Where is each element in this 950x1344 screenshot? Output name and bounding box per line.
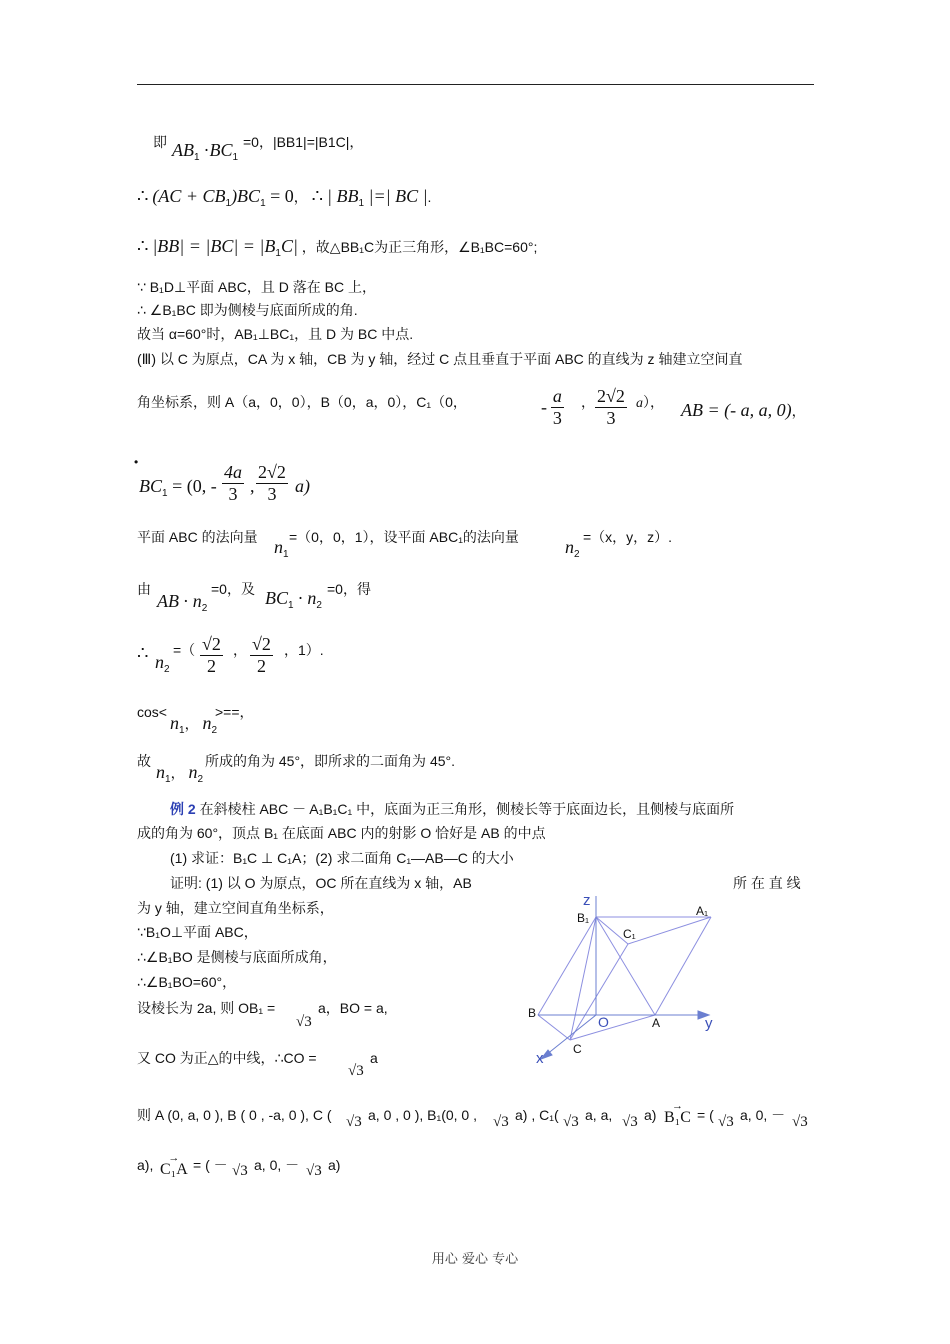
text: ， <box>170 765 185 781</box>
vector-n1: n <box>156 762 165 782</box>
math: )BC <box>231 186 261 206</box>
n2-symbol <box>565 537 580 565</box>
subscript: 2 <box>574 549 580 560</box>
n1-n2 <box>170 713 217 741</box>
subscript: 1 <box>225 198 232 209</box>
denominator: 2 <box>206 656 216 676</box>
coords-line-a: 则 A (0, a, 0 ), B ( 0 , -a, 0 ), C ( <box>137 1107 332 1123</box>
proof-line-7b: a <box>370 1050 378 1066</box>
subscript: 1 <box>162 488 168 499</box>
dot-operator: · <box>203 140 210 160</box>
numerator: a <box>552 386 562 406</box>
line-1-expr <box>172 140 238 168</box>
math: |BB| = |BC| = |B <box>152 236 276 256</box>
example-2-line-3: (1) 求证：B₁C ⊥ C₁A；(2) 求二面角 C₁—AB—C 的大小 <box>170 850 514 866</box>
sqrt3: √3 <box>296 1014 312 1030</box>
label-a: A <box>652 1016 661 1030</box>
edge-b1-b <box>538 917 596 1015</box>
sqrt3: √3 <box>563 1114 579 1130</box>
denominator: 2 <box>256 656 266 676</box>
denominator: 3 <box>228 484 238 504</box>
line-14b: 所成的角为 45°，即所求的二面角为 45°. <box>205 753 456 769</box>
page-footer: 用心 爱心 专心 <box>431 1252 519 1267</box>
proof-line-4: ∴∠B₁BO 是侧棱与底面所成角， <box>137 949 337 965</box>
fraction-2sqrt2-3 <box>595 386 627 429</box>
vector-n1: n <box>170 713 179 733</box>
text: ）， <box>643 394 664 410</box>
line-14: 故 <box>137 753 151 769</box>
vector-label: B₁C <box>664 1109 691 1126</box>
sqrt3: √3 <box>232 1163 248 1179</box>
subscript: 1 <box>283 549 289 560</box>
label-z: z <box>583 892 591 909</box>
text: 即 <box>153 134 167 150</box>
vector-ab: AB <box>157 591 179 611</box>
denominator: 3 <box>552 408 562 428</box>
subscript: 1 <box>358 198 365 209</box>
sqrt3: √3 <box>306 1163 322 1179</box>
text: ， <box>791 403 806 419</box>
therefore-symbol: ∴ <box>137 186 149 206</box>
subscript: 1 <box>194 152 200 163</box>
line-5: ∴ ∠B₁BC 即为侧棱与底面所成的角. <box>137 302 358 318</box>
coords-line2-b: = ( － <box>193 1157 228 1173</box>
n1-symbol <box>274 537 289 565</box>
vector-c1a <box>160 1152 188 1176</box>
arrow-icon: → <box>671 1100 683 1112</box>
edge-a1-c1 <box>628 917 711 944</box>
vector-bc1: BC <box>139 476 163 496</box>
bullet: • <box>134 455 139 469</box>
example-2-line-2: 成的角为 60°，顶点 B₁ 在底面 ABC 内的射影 O 恰好是 AB 的中点 <box>137 825 546 841</box>
numerator: √2 <box>202 634 221 654</box>
fraction-sqrt2-2 <box>200 634 223 677</box>
line-4: ∵ B₁D⊥平面 ABC，且 D 落在 BC 上， <box>137 279 376 295</box>
vector-n2: n <box>307 588 317 608</box>
math: |=| BC | <box>364 186 428 206</box>
denominator: 3 <box>606 408 616 428</box>
n2-symbol <box>155 652 170 680</box>
fraction <box>551 386 564 429</box>
tail: ，1）. <box>284 642 324 658</box>
proof-line-7: 又 CO 为正△的中线，∴CO = <box>137 1050 317 1066</box>
sqrt3: √3 <box>493 1114 509 1130</box>
line-13b: >==， <box>215 704 254 720</box>
fraction <box>200 634 223 677</box>
text: 角坐标系，则 A（a，0，0），B（0，a，0），C₁（0， <box>137 394 467 410</box>
coords-line2-d: a) <box>328 1157 341 1173</box>
label-b1: B₁ <box>577 911 590 925</box>
comma: , <box>250 476 255 496</box>
label-b: B <box>528 1006 537 1020</box>
math: a <box>636 396 643 411</box>
proof-line-2: 为 y 轴，建立空间直角坐标系， <box>137 900 334 916</box>
line-6: 故当 α=60°时，AB₁⊥BC₁，且 D 为 BC 中点. <box>137 326 414 342</box>
header-rule <box>137 84 814 85</box>
coords-line-c: a) , C₁( <box>515 1107 559 1123</box>
text: . <box>427 189 432 205</box>
subscript: 1 <box>232 152 239 163</box>
text: 平面 ABC 的法向量 <box>137 529 258 545</box>
dot-operator: · <box>182 591 189 611</box>
vector-label: C₁A <box>160 1161 188 1178</box>
text: 设棱长为 2a, 则 OB₁ = <box>137 1000 276 1016</box>
vector-b1c <box>664 1100 691 1124</box>
math: | BB <box>327 186 359 206</box>
eq: =（ <box>173 642 196 658</box>
fraction-neg-a-3 <box>541 386 564 429</box>
minus: - <box>541 397 547 417</box>
subscript: 1 <box>260 198 266 209</box>
arrow-icon: → <box>168 1152 180 1164</box>
numerator: √2 <box>252 634 271 654</box>
line-11b: =0，及 <box>211 581 255 597</box>
text: 在斜棱柱 ABC － A₁B₁C₁ 中，底面为正三角形，侧棱长等于底面边长，且侧棱与底面所 <box>195 801 735 817</box>
dot-operator: · <box>297 588 304 608</box>
vector-ab1: AB <box>172 140 194 160</box>
coords-line2-a: a), <box>137 1157 154 1173</box>
line-10 <box>137 527 258 547</box>
vector-n2: n <box>565 537 574 557</box>
edge-b1-c <box>570 917 596 1040</box>
vector-n2: n <box>192 591 202 611</box>
fraction-2sqrt2-3b <box>256 462 288 505</box>
subscript: 2 <box>201 603 208 614</box>
text: ，故△BB₁C为正三角形，∠B₁BC=60°; <box>301 239 538 255</box>
proof-line-3: ∵B₁O⊥平面 ABC， <box>137 924 258 940</box>
math: (AC + CB <box>152 186 226 206</box>
line-3 <box>137 236 537 264</box>
subscript: 2 <box>211 725 218 736</box>
proof-line-1a: 证明: (1) 以 O 为原点，OC 所在直线为 x 轴，AB <box>170 875 472 891</box>
proof-line-6 <box>137 998 275 1018</box>
therefore-symbol: ∴ <box>137 236 149 256</box>
line-11c: =0，得 <box>327 581 371 597</box>
coords-line-b: a, 0 , 0 ), B₁(0, 0 , <box>368 1107 477 1123</box>
label-x: x <box>536 1050 544 1067</box>
line-7: (Ⅲ) 以 C 为原点，CA 为 x 轴，CB 为 y 轴，经过 C 点且垂直于平面 ABC 的直线为 z 轴建立空间直 <box>137 351 743 367</box>
line-8 <box>137 392 467 412</box>
n1-n2 <box>156 762 203 790</box>
coords-line-f: = ( <box>697 1107 714 1123</box>
line-8-comma: ， <box>581 394 595 410</box>
proof-line-5: ∴∠B₁BO=60°， <box>137 974 237 990</box>
label-o: O <box>598 1014 609 1030</box>
subscript: 1 <box>179 725 185 736</box>
sqrt3: √3 <box>718 1114 734 1130</box>
text: ， <box>293 189 308 205</box>
edge-b-c <box>538 1015 570 1040</box>
line-10b: =（0，0，1），设平面 ABC₁的法向量 <box>289 529 519 545</box>
proof-line-6b: a，BO = a, <box>318 1000 388 1016</box>
close: a) <box>295 476 310 496</box>
subscript: 1 <box>275 248 281 259</box>
math: = 0 <box>265 186 294 206</box>
math: C| <box>280 236 298 256</box>
line-11: 由 <box>137 581 151 597</box>
coords-line-d: a, a, <box>585 1107 613 1123</box>
label-y: y <box>705 1015 713 1032</box>
edge-a1-a <box>655 917 711 1015</box>
line-1-tail <box>243 132 363 152</box>
line-1 <box>153 132 167 152</box>
label-c: C <box>573 1042 582 1056</box>
vector-ab-expr <box>681 400 806 421</box>
numerator: 2√2 <box>597 386 625 406</box>
line-11-bc <box>265 588 322 616</box>
coords-line-e: a) <box>644 1107 657 1123</box>
sqrt3: √3 <box>622 1114 638 1130</box>
numerator: 2√2 <box>258 462 286 482</box>
math: AB = (- a, a, 0) <box>681 400 792 420</box>
fraction <box>250 634 273 677</box>
line-9 <box>139 476 217 504</box>
line-11-ab <box>157 591 207 619</box>
line-2 <box>137 186 431 214</box>
sqrt3: √3 <box>346 1114 362 1130</box>
text: ， <box>184 716 199 732</box>
label-a1: A₁ <box>696 904 709 918</box>
prism-figure <box>520 885 730 1070</box>
subscript: 2 <box>316 600 322 611</box>
proof-line-1b: 所 在 直 线 <box>733 875 801 891</box>
sqrt3: √3 <box>792 1114 808 1130</box>
therefore-symbol: ∴ <box>311 186 324 206</box>
line-10c: =（x，y，z）. <box>583 529 673 545</box>
vector-bc1: BC <box>265 588 289 608</box>
coords-line-g: a, 0, － <box>740 1107 786 1123</box>
numerator: 4a <box>224 462 242 482</box>
denominator: 3 <box>267 484 277 504</box>
subscript: 2 <box>164 664 170 675</box>
vector-n2: n <box>155 652 164 672</box>
example-2-line-1 <box>170 799 734 819</box>
comma: ， <box>233 642 247 658</box>
subscript: 2 <box>197 774 204 785</box>
fraction-sqrt2-2b <box>250 634 273 677</box>
vector-n2: n <box>188 762 198 782</box>
vector-n2: n <box>202 713 212 733</box>
label-c1: C₁ <box>623 927 636 941</box>
example-label: 例 2 <box>170 801 196 817</box>
vector-bc1: BC <box>209 140 233 160</box>
fraction <box>595 386 627 429</box>
text: =0，|BB1|=|B1C|， <box>243 134 364 150</box>
vector-n1: n <box>274 537 283 557</box>
subscript: 1 <box>288 600 294 611</box>
fraction <box>256 462 288 505</box>
therefore-symbol: ∴ <box>137 643 149 663</box>
subscript: 1 <box>165 774 171 785</box>
fraction-4a-3 <box>222 462 244 505</box>
fraction <box>222 462 244 505</box>
sqrt3: √3 <box>348 1063 364 1079</box>
coords-line2-c: a, 0, － <box>254 1157 300 1173</box>
line-12 <box>137 643 148 664</box>
math: = (0, - <box>167 476 217 496</box>
line-13: cos< <box>137 704 167 720</box>
line-8-a <box>636 392 664 414</box>
